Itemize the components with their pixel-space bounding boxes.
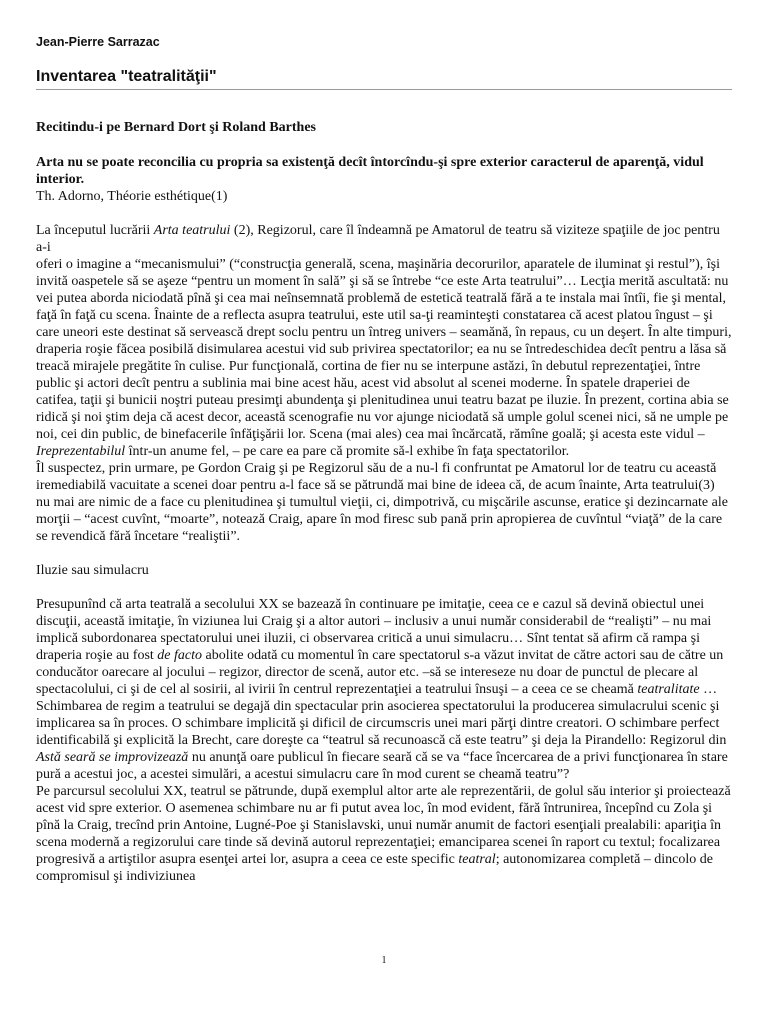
paragraph-imitation — [36, 596, 732, 698]
epigraph-quote: Arta nu se poate reconcilia cu propria sa existenţă decît întorcîndu-şi spre exterior caracterul de aparenţă, vidul interior. — [36, 155, 704, 187]
text-run: … — [699, 682, 718, 697]
paragraph-twentieth-century — [36, 783, 732, 885]
paragraph-intro-continued: oferi o imagine a “mecanismului” (“construcţia generală, scena, maşinăria decorurilor, aparatele de iluminat şi restul”), îşi invită oaspetele să se aşeze “pentru un moment în sală” şi să se întrebe “ce este Arta teatrului”… Lecţia merită ascultată: nu vei putea aborda niciodată pînă şi cea mai neînsemnată problemă de estetică teatrală fără a te instala mai întîi, fie şi mental, faţă în faţă cu scena. Înainte de a reflecta asupra teatrului, este util sa-ţi reaminteşti constatarea că acest platou îngust – şi care uneori este destinat să servească drept soclu pentru un întreg univers – seamănă, în repaus, cu un deşert. În alte timpuri, draperia roşie făcea posibilă disimularea acestui vid sub privirea spectatorilor; ea nu se întredeschidea decît pentru a lăsa să treacă mirajele pregătite în culise. Pur funcţională, cortina de fier nu se interpune astăzi, în debutul reprezentaţiei, între public şi actori decît pentru a sublinia mai bine acest hău, acest vid absolut al scenei moderne. În spatele draperiei de catifea, taţii şi bunicii noştri puteau presimţi abundenţa şi plenitudinea unui teatru bazat pe iluzie. În prezent, cortina abia se ridică şi noi ştim deja că acest decor, această scenografie nu vor ajunge niciodată să umple golul scenei nici, să ne umple pe noi, cei din public, de binefacerile înfăţişării lor. Scena (mai ales) cea mai încărcată, rămîne goală; şi acesta este vidul – — [36, 257, 732, 442]
section-heading: Iluzie sau simulacru — [36, 563, 149, 578]
italic-play-title: Astă seară se improvizează — [36, 750, 189, 765]
italic-term: teatral — [458, 852, 496, 867]
paragraph-intro — [36, 222, 732, 256]
document-page — [36, 34, 732, 885]
italic-term: teatralitate — [637, 682, 700, 697]
page-number: 1 — [381, 955, 387, 966]
italic-term: de facto — [157, 648, 203, 663]
epigraph-source: Th. Adorno, Théorie esthétique(1) — [36, 189, 228, 204]
paragraph-irrepresentable — [36, 443, 732, 460]
text-run: Presupunînd că arta teatrală a secolului XX se bazează în continuare pe imitaţie, ceea ce e cazul să devină obiectul unei discuţii, această imitaţie, în viziunea lui Craig şi a altor autori – inclusiv a unui număr considerabil de “realişti” – nu mai implică subordonarea spectatorului unei iluzii, ci observarea critică a unui simulacru… Sînt tentat să afirm că rampa şi draperia roşie au fost — [36, 597, 712, 663]
paragraph-regime-change — [36, 698, 732, 783]
text-run: (2), Regizorul, care îl îndeamnă pe Amatorul de teatru să viziteze spaţiile de joc pentru a-i — [36, 223, 720, 255]
text-run: nu anunţă oare publicul în fiecare seară că se va “face încercarea de a privi funcţionarea în stare pură a acestui joc, a acestei simulări, a acestui simulacru care în mod curent se cheamă teatru”? — [36, 750, 728, 782]
text-run: La începutul lucrării — [36, 223, 154, 238]
author-name: Jean-Pierre Sarrazac — [36, 35, 160, 49]
paragraph-craig: Îl suspectez, prin urmare, pe Gordon Craig şi pe Regizorul său de a nu-l fi confruntat pe Amatorul lor de teatru cu această iremediabilă vacuitate a scenei doar pentru a-l face să se pătrundă mai bine de ideea că, de acum înainte, Arta teatrului(3) nu mai are nimic de a face cu plenitudinea şi tumultul vieţii, ci, dimpotrivă, cu mişcările ascunse, eratice şi dezincarnate ale morţii – “acest cuvînt, “moarte”, notează Craig, apare în mod firesc sub pană prin apropierea de cuvîntul “viaţă” de la care se revendică fără încetare “realiştii”. — [36, 461, 728, 544]
text-run: abolite odată cu momentul în care spectatorul s-a văzut invitat de către actori sau de către un conducător oarecare al jocului – regizor, director de scenă, autor etc. –să se intereseze nu doar de punctul de plecare al spectacolului, ci şi de cel al sosirii, al ivirii în centrul reprezentaţiei a teatrului însuşi – a ceea ce se cheamă — [36, 648, 724, 697]
text-run: Pe parcursul secolului XX, teatrul se pătrunde, după exemplul altor arte ale reprezentării, de golul său interior şi proiectează acest vid spre exterior. O asemenea schimbare nu ar fi putut avea loc, în mod evident, fără întrunirea, începînd cu Zola şi pînă la Craig, trecînd prin Antoine, Lugné-Poe şi Stanislavski, unui număr anumit de factori esenţiali prealabili: apariţia în scena modernă a regizorului care tinde să devină autorul reprezentaţiei; emanciparea scenei în raport cu textul; focalizarea progresivă a artiştilor asupra esenţei artei lor, asupra a ceea ce este specific — [36, 784, 731, 867]
article-subtitle: Recitindu-i pe Bernard Dort şi Roland Barthes — [36, 120, 316, 135]
text-run: într-un anume fel, – pe care ea pare că promite să-l exhibe în faţa spectatorilor. — [125, 444, 570, 459]
text-run: ; autonomizarea completă – dincolo de compromisul şi indiviziunea — [36, 852, 713, 884]
text-run: Schimbarea de regim a teatrului se degajă din spectacular prin asocierea spectatorului la producerea simulacrului scenic şi implicarea sa în proces. O schimbare implicită şi dificil de circumscris unei mari părţi dintre creatori. O schimbare perfect identificabilă şi explicită la Brecht, care doreşte ca “teatrul să recunoască că este teatru” şi deja la Pirandello: Regizorul din — [36, 699, 727, 748]
italic-term: Ireprezentabilul — [36, 444, 126, 459]
document-title: Inventarea "teatralităţii" — [36, 67, 732, 90]
italic-book-title: Arta teatrului — [153, 223, 231, 238]
